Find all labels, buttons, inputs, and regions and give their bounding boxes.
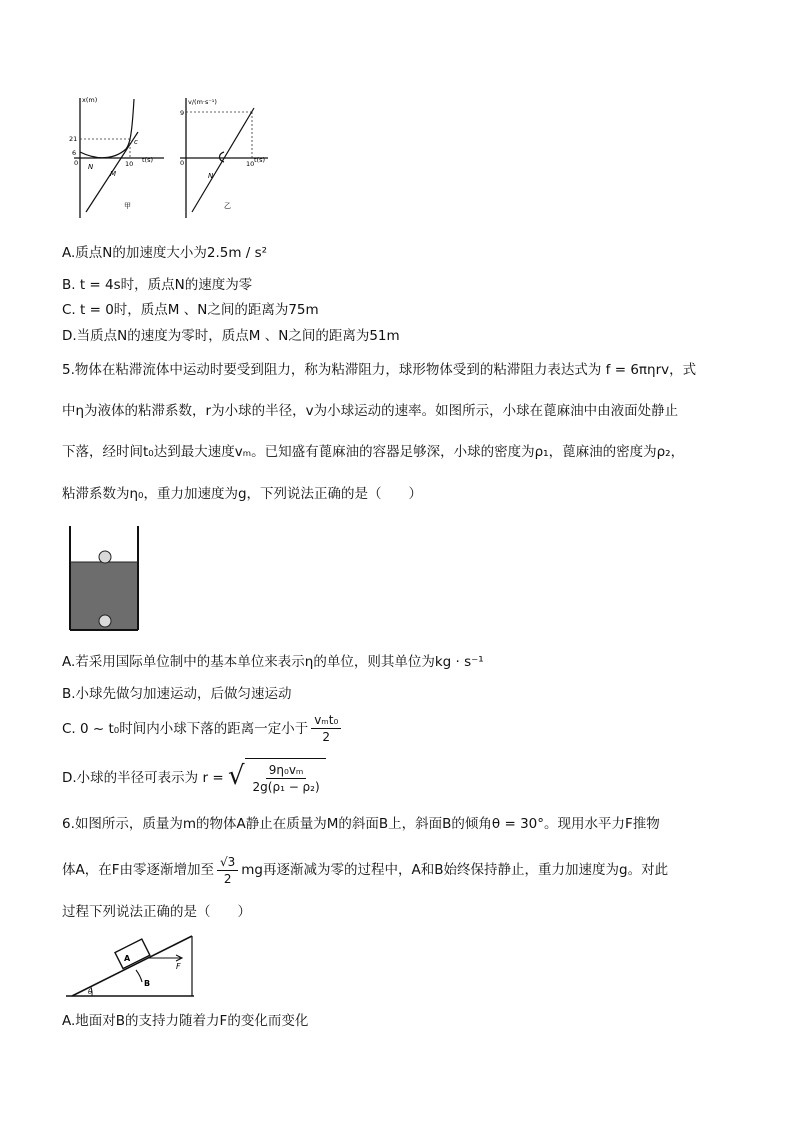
incline-figure xyxy=(64,928,200,1000)
q5-option-d-numerator: 9η₀vₘ xyxy=(266,762,307,779)
q4-option-b: B. t = 4s时，质点N的速度为零 xyxy=(62,277,253,293)
incline-label-f: F xyxy=(176,962,181,971)
q5-stem-line-3: 下落，经时间t₀达到最大速度vₘ。已知盛有蓖麻油的容器足够深，小球的密度为ρ₁，蓖麻油的密度为ρ₂， xyxy=(62,444,685,460)
yi-t-label: t(s) xyxy=(254,156,266,164)
q5-option-c xyxy=(62,712,344,745)
jia-tick-6: 6 xyxy=(72,149,77,157)
graph-jia xyxy=(66,94,170,224)
q5-option-d xyxy=(62,758,326,797)
q6-fraction-numerator: √3 xyxy=(217,854,238,871)
q6-fraction-denominator: 2 xyxy=(223,871,232,886)
q4-option-c: C. t = 0时，质点M 、N之间的距离为75m xyxy=(62,302,319,318)
q4-option-a: A.质点N的加速度大小为2.5m / s² xyxy=(62,245,268,261)
q5-stem-line-2: 中η为液体的粘滞系数，r为小球的半径，v为小球运动的速率。如图所示，小球在蓖麻油中由液面处静止 xyxy=(62,403,679,419)
q6-option-a: A.地面对B的支持力随着力F的变化而变化 xyxy=(62,1013,309,1029)
jia-tick-21: 21 xyxy=(69,135,78,143)
jia-curve-c: c xyxy=(134,138,138,146)
q6-stem-line-2-suffix: mg再逐渐减为零的过程中，A和B始终保持静止，重力加速度为g。对此 xyxy=(241,862,669,878)
q5-option-c-denominator: 2 xyxy=(322,730,331,744)
q5-option-c-numerator: vₘt₀ xyxy=(311,712,341,729)
incline-label-a: A xyxy=(124,954,131,963)
jia-tick-10: 10 xyxy=(125,160,134,168)
incline-label-theta: θ xyxy=(88,988,93,996)
graph-yi xyxy=(176,94,272,224)
q5-option-d-text: D.小球的半径可表示为 r = xyxy=(62,769,224,786)
oil-container-figure xyxy=(66,524,142,634)
q5-option-c-fraction xyxy=(311,712,341,745)
q6-stem-line-2 xyxy=(62,852,668,888)
q5-stem-line-1: 5.物体在粘滞流体中运动时要受到阻力，称为粘滞阻力，球形物体受到的粘滞阻力表达式为 f = 6πηrv，式 xyxy=(62,362,697,378)
radical-sign-icon: √ xyxy=(227,761,245,791)
q5-option-a: A.若采用国际单位制中的基本单位来表示η的单位，则其单位为kg · s⁻¹ xyxy=(62,654,484,670)
incline-label-b: B xyxy=(144,979,151,988)
q5-stem-line-4: 粘滞系数为η₀，重力加速度为g，下列说法正确的是（ ） xyxy=(62,486,423,502)
q5-option-d-sqrt xyxy=(228,758,326,797)
q6-stem-line-2-prefix: 体A，在F由零逐渐增加至 xyxy=(62,862,214,878)
jia-x-label: x(m) xyxy=(82,96,98,104)
q6-force-fraction xyxy=(217,854,238,887)
q5-option-c-text: C. 0 ~ t₀时间内小球下落的距离一定小于 xyxy=(62,720,309,737)
yi-tick-9: 9 xyxy=(180,109,185,117)
yi-v-label: v/(m·s⁻¹) xyxy=(188,98,217,106)
q4-option-d: D.当质点N的速度为零时，质点M 、N之间的距离为51m xyxy=(62,328,400,344)
yi-tick-10: 10 xyxy=(246,160,255,168)
jia-caption: 甲 xyxy=(124,202,131,210)
q5-option-d-denominator: 2g(ρ₁ − ρ₂) xyxy=(252,779,320,794)
jia-curve-n: N xyxy=(88,163,94,171)
jia-tick-0: 0 xyxy=(74,159,79,167)
q5-option-b: B.小球先做匀加速运动，后做匀速运动 xyxy=(62,686,292,702)
q6-stem-line-1: 6.如图所示，质量为m的物体A静止在质量为M的斜面B上，斜面B的倾角θ = 30°。现用水平力F推物 xyxy=(62,816,660,832)
yi-caption: 乙 xyxy=(224,202,231,210)
jia-t-label: t(s) xyxy=(142,156,154,164)
q6-stem-line-3: 过程下列说法正确的是（ ） xyxy=(62,904,251,920)
yi-curve-n: N xyxy=(208,172,214,180)
yi-tick-0: 0 xyxy=(180,159,185,167)
jia-curve-m: M xyxy=(110,170,117,178)
